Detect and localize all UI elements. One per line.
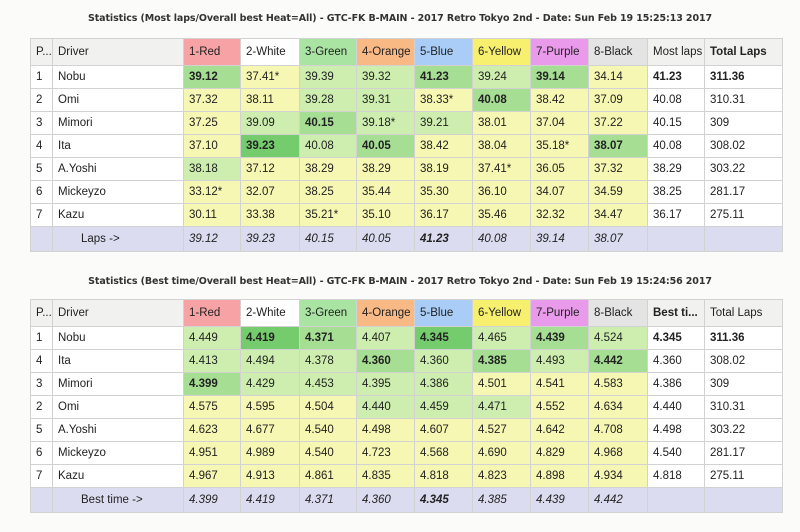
position-cell: 7 — [31, 204, 53, 227]
value-cell: 38.42 — [531, 89, 589, 112]
value-cell: 39.28 — [300, 89, 357, 112]
column-header[interactable]: 3-Green — [300, 300, 357, 327]
value-cell: 40.08 — [648, 89, 705, 112]
footer-row — [31, 488, 783, 513]
value-cell: 4.471 — [473, 396, 531, 419]
value-cell: 4.371 — [300, 327, 357, 350]
value-cell: 4.378 — [300, 350, 357, 373]
value-cell: 281.17 — [705, 442, 783, 465]
value-cell: 39.32 — [357, 66, 415, 89]
footer-label: Best time -> — [53, 488, 184, 513]
column-header[interactable]: 1-Red — [184, 300, 241, 327]
value-cell: 39.09 — [241, 112, 300, 135]
value-cell: 4.465 — [473, 327, 531, 350]
value-cell: 4.442 — [589, 350, 648, 373]
column-header[interactable]: 3-Green — [300, 39, 357, 66]
value-cell: 39.21 — [415, 112, 473, 135]
column-header[interactable]: 5-Blue — [415, 39, 473, 66]
value-cell: 34.07 — [531, 181, 589, 204]
footer-value-cell — [648, 488, 705, 513]
position-cell: 1 — [31, 327, 53, 350]
value-cell: 38.18 — [184, 158, 241, 181]
value-cell: 4.623 — [184, 419, 241, 442]
value-cell: 38.33* — [415, 89, 473, 112]
value-cell: 310.31 — [705, 89, 783, 112]
value-cell: 4.541 — [531, 373, 589, 396]
value-cell: 34.14 — [589, 66, 648, 89]
value-cell: 33.38 — [241, 204, 300, 227]
value-cell: 4.386 — [648, 373, 705, 396]
position-cell: 1 — [31, 66, 53, 89]
value-cell: 4.723 — [357, 442, 415, 465]
driver-cell: Mimori — [53, 373, 184, 396]
value-cell: 30.11 — [184, 204, 241, 227]
value-cell: 38.25 — [648, 181, 705, 204]
column-header[interactable]: Best ti... — [648, 300, 705, 327]
value-cell: 40.08 — [648, 135, 705, 158]
value-cell: 4.968 — [589, 442, 648, 465]
footer-value-cell — [705, 227, 783, 252]
value-cell: 4.439 — [531, 327, 589, 350]
value-cell: 4.504 — [300, 396, 357, 419]
footer-value-cell: 4.371 — [300, 488, 357, 513]
most-laps-table — [30, 38, 783, 252]
table-row — [31, 204, 783, 227]
table1-title: Statistics (Most laps/Overall best Heat=All) - GTC-FK B-MAIN - 2017 Retro Tokyo 2nd - Date: Sun Feb 19 15:25:13 2017 — [88, 13, 712, 24]
value-cell: 4.951 — [184, 442, 241, 465]
value-cell: 37.41* — [241, 66, 300, 89]
value-cell: 4.818 — [415, 465, 473, 488]
value-cell: 4.690 — [473, 442, 531, 465]
value-cell: 4.634 — [589, 396, 648, 419]
footer-value-cell: 39.12 — [184, 227, 241, 252]
driver-cell: A.Yoshi — [53, 419, 184, 442]
value-cell: 39.24 — [473, 66, 531, 89]
value-cell: 39.39 — [300, 66, 357, 89]
value-cell: 4.540 — [648, 442, 705, 465]
table-row — [31, 442, 783, 465]
value-cell: 39.18* — [357, 112, 415, 135]
value-cell: 310.31 — [705, 396, 783, 419]
value-cell: 4.595 — [241, 396, 300, 419]
position-cell: 7 — [31, 465, 53, 488]
value-cell: 38.42 — [415, 135, 473, 158]
value-cell: 40.08 — [300, 135, 357, 158]
value-cell: 311.36 — [705, 327, 783, 350]
value-cell: 4.419 — [241, 327, 300, 350]
value-cell: 39.12 — [184, 66, 241, 89]
footer-value-cell: 39.23 — [241, 227, 300, 252]
value-cell: 38.29 — [300, 158, 357, 181]
value-cell: 4.399 — [184, 373, 241, 396]
value-cell: 32.32 — [531, 204, 589, 227]
column-header[interactable]: P... — [31, 300, 53, 327]
value-cell: 37.22 — [589, 112, 648, 135]
footer-value-cell: 41.23 — [415, 227, 473, 252]
value-cell: 4.575 — [184, 396, 241, 419]
value-cell: 41.23 — [648, 66, 705, 89]
table-row — [31, 181, 783, 204]
value-cell: 4.607 — [415, 419, 473, 442]
column-header[interactable]: 2-White — [241, 300, 300, 327]
value-cell: 4.677 — [241, 419, 300, 442]
footer-value-cell: 39.14 — [531, 227, 589, 252]
footer-value-cell: 40.15 — [300, 227, 357, 252]
column-header[interactable]: Driver — [53, 300, 184, 327]
table-row — [31, 66, 783, 89]
footer-blank-cell — [31, 488, 53, 513]
column-header[interactable]: 6-Yellow — [473, 39, 531, 66]
value-cell: 32.07 — [241, 181, 300, 204]
value-cell: 281.17 — [705, 181, 783, 204]
position-cell: 3 — [31, 373, 53, 396]
footer-value-cell: 40.05 — [357, 227, 415, 252]
value-cell: 4.429 — [241, 373, 300, 396]
value-cell: 4.829 — [531, 442, 589, 465]
value-cell: 36.05 — [531, 158, 589, 181]
value-cell: 4.360 — [357, 350, 415, 373]
footer-value-cell: 4.439 — [531, 488, 589, 513]
value-cell: 4.708 — [589, 419, 648, 442]
value-cell: 4.835 — [357, 465, 415, 488]
value-cell: 4.642 — [531, 419, 589, 442]
driver-cell: Mimori — [53, 112, 184, 135]
position-cell: 5 — [31, 158, 53, 181]
value-cell: 4.385 — [473, 350, 531, 373]
value-cell: 4.345 — [648, 327, 705, 350]
footer-value-cell: 4.360 — [357, 488, 415, 513]
table-row — [31, 465, 783, 488]
value-cell: 38.19 — [415, 158, 473, 181]
value-cell: 40.08 — [473, 89, 531, 112]
value-cell: 4.453 — [300, 373, 357, 396]
table-row — [31, 327, 783, 350]
value-cell: 4.498 — [357, 419, 415, 442]
best-time-table — [30, 299, 783, 513]
position-cell: 5 — [31, 419, 53, 442]
value-cell: 4.913 — [241, 465, 300, 488]
value-cell: 36.10 — [473, 181, 531, 204]
table-row — [31, 419, 783, 442]
column-header[interactable]: 4-Orange — [357, 300, 415, 327]
value-cell: 37.41* — [473, 158, 531, 181]
column-header[interactable]: P... — [31, 39, 53, 66]
value-cell: 309 — [705, 112, 783, 135]
driver-cell: Omi — [53, 396, 184, 419]
footer-blank-cell — [31, 227, 53, 252]
value-cell: 4.861 — [300, 465, 357, 488]
value-cell: 4.527 — [473, 419, 531, 442]
position-cell: 6 — [31, 442, 53, 465]
value-cell: 35.21* — [300, 204, 357, 227]
column-header[interactable]: 5-Blue — [415, 300, 473, 327]
value-cell: 38.29 — [648, 158, 705, 181]
value-cell: 34.59 — [589, 181, 648, 204]
value-cell: 4.540 — [300, 419, 357, 442]
driver-cell: Nobu — [53, 327, 184, 350]
driver-cell: Nobu — [53, 66, 184, 89]
column-header[interactable]: 6-Yellow — [473, 300, 531, 327]
value-cell: 4.345 — [415, 327, 473, 350]
table-row — [31, 89, 783, 112]
value-cell: 37.10 — [184, 135, 241, 158]
table-row — [31, 158, 783, 181]
footer-row — [31, 227, 783, 252]
value-cell: 275.11 — [705, 204, 783, 227]
value-cell: 4.568 — [415, 442, 473, 465]
value-cell: 36.17 — [648, 204, 705, 227]
footer-value-cell: 40.08 — [473, 227, 531, 252]
value-cell: 4.459 — [415, 396, 473, 419]
value-cell: 311.36 — [705, 66, 783, 89]
value-cell: 37.12 — [241, 158, 300, 181]
value-cell: 38.25 — [300, 181, 357, 204]
value-cell: 4.552 — [531, 396, 589, 419]
value-cell: 4.440 — [357, 396, 415, 419]
value-cell: 40.15 — [648, 112, 705, 135]
value-cell: 4.407 — [357, 327, 415, 350]
value-cell: 4.823 — [473, 465, 531, 488]
value-cell: 4.413 — [184, 350, 241, 373]
value-cell: 39.31 — [357, 89, 415, 112]
table2-title: Statistics (Best time/Overall best Heat=All) - GTC-FK B-MAIN - 2017 Retro Tokyo 2nd - Date: Sun Feb 19 15:24:56 2017 — [88, 276, 712, 287]
value-cell: 40.05 — [357, 135, 415, 158]
value-cell: 38.07 — [589, 135, 648, 158]
value-cell: 4.818 — [648, 465, 705, 488]
value-cell: 4.386 — [415, 373, 473, 396]
column-header[interactable]: 7-Purple — [531, 39, 589, 66]
value-cell: 35.30 — [415, 181, 473, 204]
value-cell: 37.04 — [531, 112, 589, 135]
footer-value-cell: 4.442 — [589, 488, 648, 513]
column-header[interactable]: 1-Red — [184, 39, 241, 66]
value-cell: 4.360 — [648, 350, 705, 373]
driver-cell: Omi — [53, 89, 184, 112]
value-cell: 41.23 — [415, 66, 473, 89]
value-cell: 4.440 — [648, 396, 705, 419]
position-cell: 2 — [31, 89, 53, 112]
value-cell: 35.10 — [357, 204, 415, 227]
value-cell: 35.18* — [531, 135, 589, 158]
value-cell: 38.29 — [357, 158, 415, 181]
value-cell: 275.11 — [705, 465, 783, 488]
value-cell: 4.583 — [589, 373, 648, 396]
position-cell: 2 — [31, 396, 53, 419]
column-header[interactable]: Driver — [53, 39, 184, 66]
position-cell: 4 — [31, 350, 53, 373]
footer-value-cell: 38.07 — [589, 227, 648, 252]
value-cell: 4.524 — [589, 327, 648, 350]
value-cell: 36.17 — [415, 204, 473, 227]
value-cell: 39.23 — [241, 135, 300, 158]
value-cell: 4.494 — [241, 350, 300, 373]
footer-value-cell — [705, 488, 783, 513]
value-cell: 37.25 — [184, 112, 241, 135]
value-cell: 4.498 — [648, 419, 705, 442]
table-row — [31, 373, 783, 396]
position-cell: 4 — [31, 135, 53, 158]
table-row — [31, 135, 783, 158]
value-cell: 4.540 — [300, 442, 357, 465]
table-row — [31, 396, 783, 419]
value-cell: 309 — [705, 373, 783, 396]
value-cell: 35.44 — [357, 181, 415, 204]
table-row — [31, 350, 783, 373]
footer-value-cell: 4.345 — [415, 488, 473, 513]
value-cell: 4.395 — [357, 373, 415, 396]
value-cell: 4.967 — [184, 465, 241, 488]
value-cell: 303.22 — [705, 158, 783, 181]
value-cell: 40.15 — [300, 112, 357, 135]
value-cell: 4.360 — [415, 350, 473, 373]
column-header[interactable]: 8-Black — [589, 39, 648, 66]
value-cell: 34.47 — [589, 204, 648, 227]
value-cell: 38.01 — [473, 112, 531, 135]
column-header[interactable]: 7-Purple — [531, 300, 589, 327]
value-cell: 39.14 — [531, 66, 589, 89]
value-cell: 308.02 — [705, 135, 783, 158]
footer-value-cell: 4.399 — [184, 488, 241, 513]
driver-cell: Kazu — [53, 204, 184, 227]
value-cell: 4.934 — [589, 465, 648, 488]
position-cell: 6 — [31, 181, 53, 204]
value-cell: 35.46 — [473, 204, 531, 227]
column-header[interactable]: 8-Black — [589, 300, 648, 327]
footer-label: Laps -> — [53, 227, 184, 252]
footer-value-cell: 4.419 — [241, 488, 300, 513]
value-cell: 37.32 — [589, 158, 648, 181]
driver-cell: Mickeyzo — [53, 181, 184, 204]
driver-cell: A.Yoshi — [53, 158, 184, 181]
value-cell: 308.02 — [705, 350, 783, 373]
value-cell: 37.09 — [589, 89, 648, 112]
column-header[interactable]: Most laps — [648, 39, 705, 66]
column-header[interactable]: 4-Orange — [357, 39, 415, 66]
driver-cell: Mickeyzo — [53, 442, 184, 465]
value-cell: 4.449 — [184, 327, 241, 350]
value-cell: 4.493 — [531, 350, 589, 373]
value-cell: 33.12* — [184, 181, 241, 204]
value-cell: 303.22 — [705, 419, 783, 442]
value-cell: 4.898 — [531, 465, 589, 488]
value-cell: 38.04 — [473, 135, 531, 158]
driver-cell: Ita — [53, 350, 184, 373]
value-cell: 38.11 — [241, 89, 300, 112]
footer-value-cell — [648, 227, 705, 252]
footer-value-cell: 4.385 — [473, 488, 531, 513]
driver-cell: Ita — [53, 135, 184, 158]
value-cell: 37.32 — [184, 89, 241, 112]
value-cell: 4.989 — [241, 442, 300, 465]
column-header[interactable]: 2-White — [241, 39, 300, 66]
position-cell: 3 — [31, 112, 53, 135]
column-header[interactable]: Total Laps — [705, 300, 783, 327]
value-cell: 4.501 — [473, 373, 531, 396]
table-row — [31, 112, 783, 135]
column-header[interactable]: Total Laps — [705, 39, 783, 66]
driver-cell: Kazu — [53, 465, 184, 488]
